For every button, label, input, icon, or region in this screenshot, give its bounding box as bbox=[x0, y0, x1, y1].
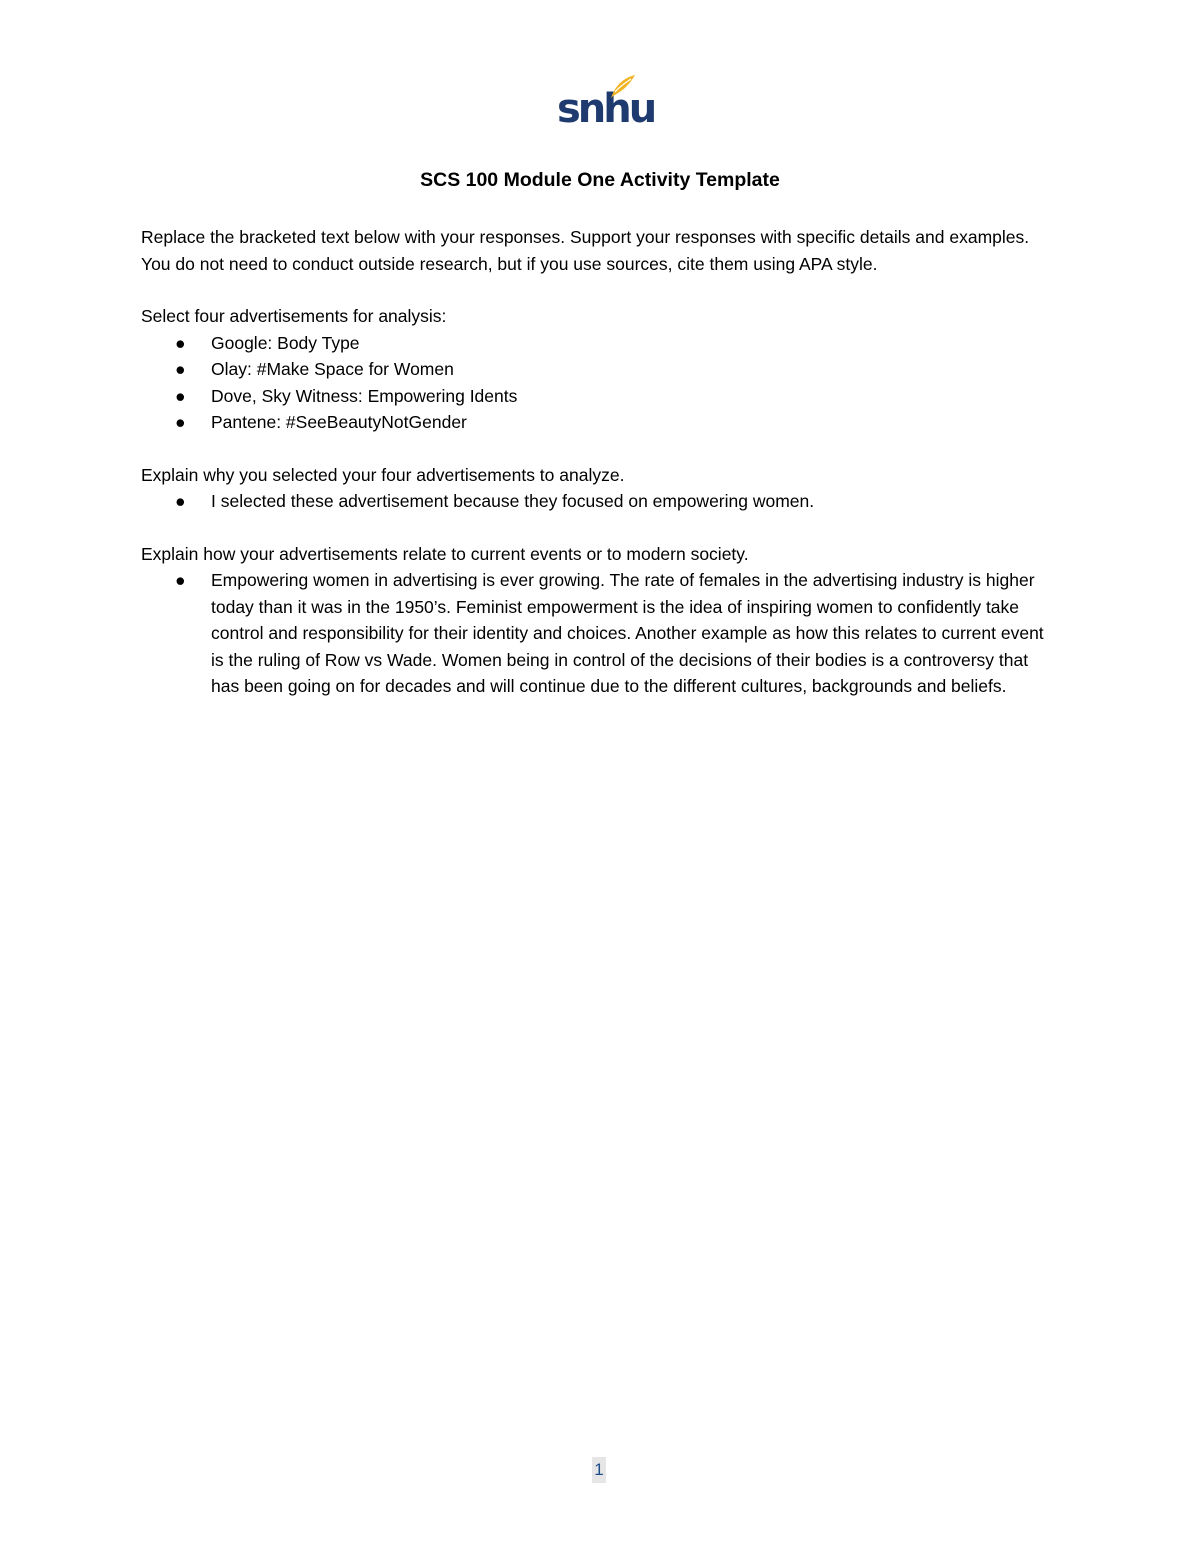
section-heading: Explain why you selected your four advertisements to analyze. bbox=[141, 464, 625, 485]
document-title: SCS 100 Module One Activity Template bbox=[420, 169, 780, 191]
bullet-icon: ● bbox=[175, 412, 186, 432]
list-item: ● Dove, Sky Witness: Empowering Idents bbox=[141, 383, 1061, 410]
list-item: ● Empowering women in advertising is ever growing. The rate of females in the advertising industry is higher today than it was in the 1950’s. Feminist empowerment is the idea of inspiring women to confidently take control and responsibility for their identity and choices. Another example as how this relates to current event is the ruling of Row vs Wade. Women being in control of the decisions of their bodies is a controversy that has been going on for decades and will continue due to the different cultures, backgrounds and beliefs. bbox=[141, 567, 1061, 700]
list-item: ● Olay: #Make Space for Women bbox=[141, 356, 1061, 383]
list-item: ● Pantene: #SeeBeautyNotGender bbox=[141, 409, 1061, 436]
snhu-logo bbox=[557, 74, 655, 132]
selection-reason-list bbox=[141, 488, 1061, 515]
logo-wordmark: snhu bbox=[557, 86, 655, 132]
page-number: 1 bbox=[592, 1457, 606, 1483]
advertisement-list bbox=[141, 330, 1061, 436]
bullet-icon: ● bbox=[175, 359, 186, 379]
document-body bbox=[141, 224, 1061, 700]
list-item: ● Google: Body Type bbox=[141, 330, 1061, 357]
bullet-icon: ● bbox=[175, 385, 186, 406]
list-item: ● I selected these advertisement because they focused on empowering women. bbox=[141, 488, 1061, 515]
leaf-icon bbox=[609, 74, 637, 100]
current-events-list bbox=[141, 567, 1061, 700]
bullet-icon: ● bbox=[175, 332, 186, 353]
section-heading: Select four advertisements for analysis: bbox=[141, 306, 447, 326]
intro-paragraph: Replace the bracketed text below with your responses. Support your responses with specific details and examples. You do not need to conduct outside research, but if you use sources, cite them using APA style. bbox=[141, 227, 1030, 274]
bullet-icon: ● bbox=[175, 491, 186, 511]
bullet-icon: ● bbox=[175, 570, 186, 590]
section-heading: Explain how your advertisements relate to current events or to modern society. bbox=[141, 543, 749, 564]
